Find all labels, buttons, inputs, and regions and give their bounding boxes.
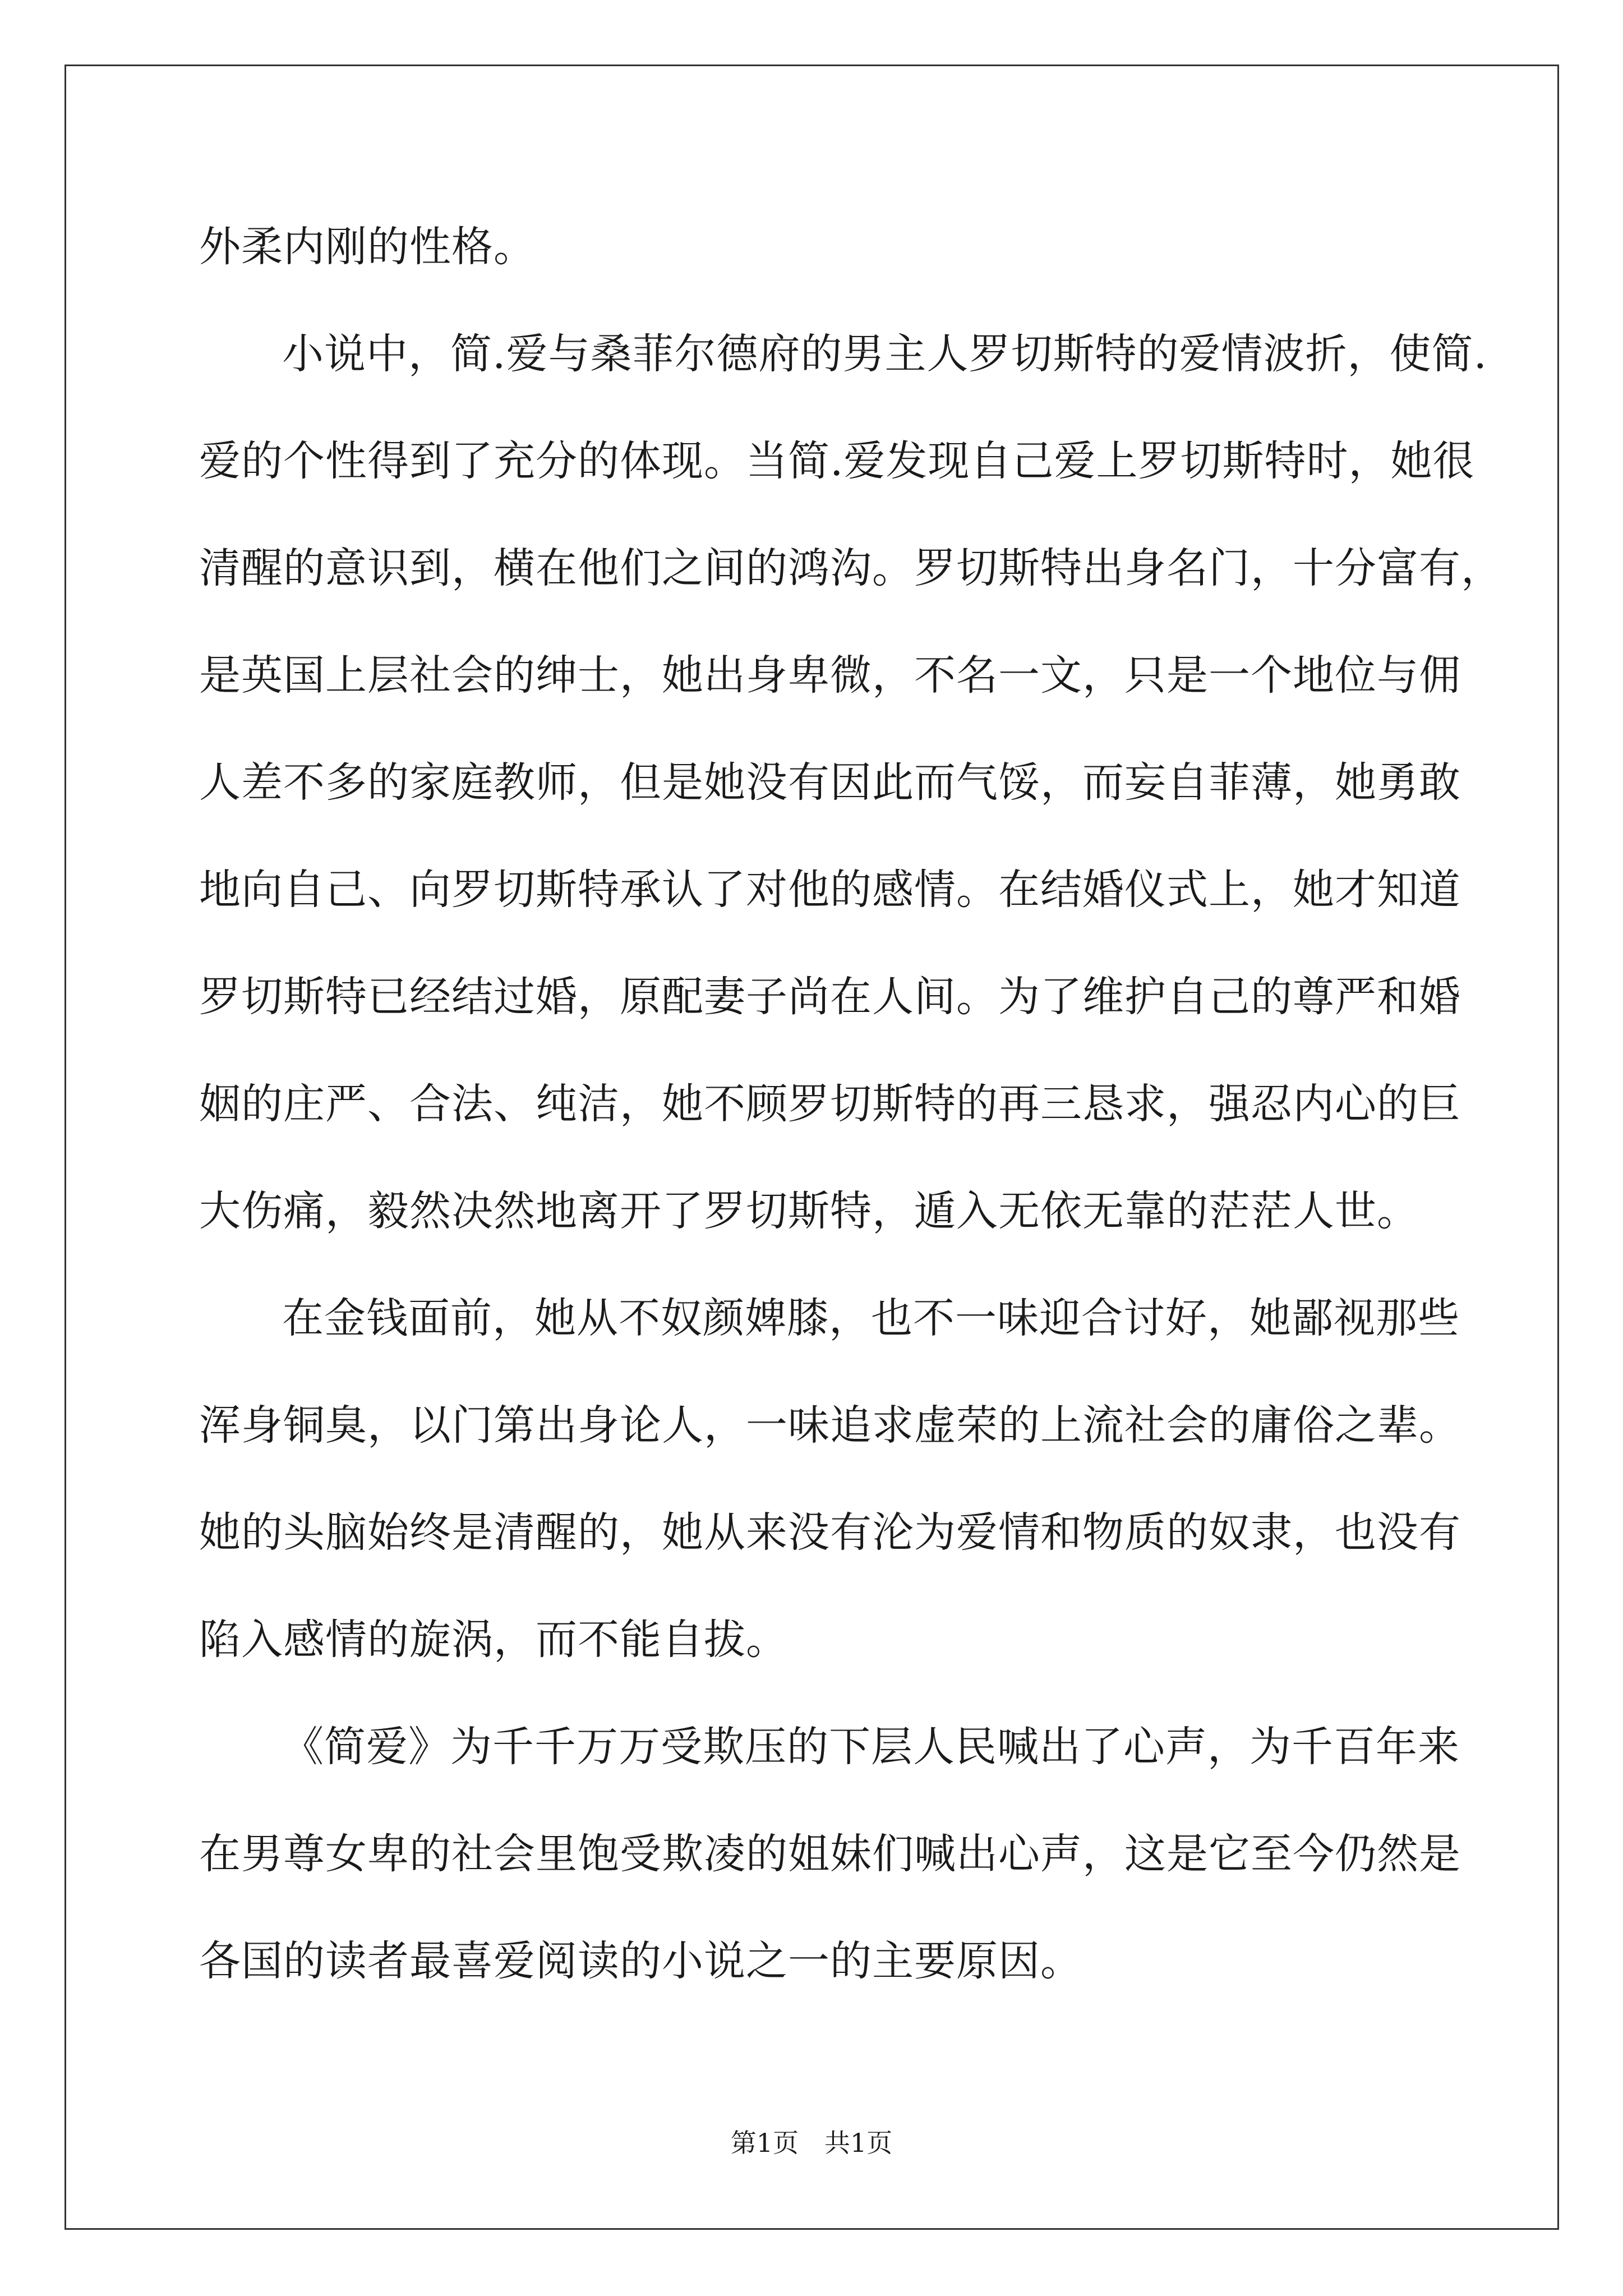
text-line: 在金钱面前，她从不奴颜婢膝，也不一味迎合讨好，她鄙视那些 [282, 1294, 1460, 1342]
text-line: 人差不多的家庭教师，但是她没有因此而气馁，而妄自菲薄，她勇敢 [199, 758, 1461, 807]
text-line: 各国的读者最喜爱阅读的小说之一的主要原因。 [199, 1937, 1082, 1985]
text-line: 是英国上层社会的绅士，她出身卑微，不名一文，只是一个地位与佣 [199, 651, 1461, 700]
text-line: 大伤痛，毅然决然地离开了罗切斯特，遁入无依无靠的茫茫人世。 [199, 1187, 1419, 1235]
text-line: 她的头脑始终是清醒的，她从来没有沦为爱情和物质的奴隶，也没有 [199, 1508, 1461, 1557]
document-body [199, 213, 1503, 2035]
text-line: 在男尊女卑的社会里饱受欺凌的姐妹们喊出心声，这是它至今仍然是 [199, 1830, 1461, 1878]
page-number-current: 第1页 [730, 2128, 799, 2158]
text-line: 陷入感情的旋涡，而不能自拔。 [199, 1616, 788, 1664]
page-number-total: 共1页 [824, 2128, 893, 2158]
text-line: 地向自己、向罗切斯特承认了对他的感情。在结婚仪式上，她才知道 [199, 866, 1461, 914]
text-line: 浑身铜臭，以门第出身论人，一味追求虚荣的上流社会的庸俗之辈。 [199, 1401, 1461, 1450]
text-line: 清醒的意识到，横在他们之间的鸿沟。罗切斯特出身名门，十分富有， [199, 544, 1503, 592]
text-line: 外柔内刚的性格。 [199, 223, 536, 271]
page-footer [0, 2126, 1623, 2160]
text-line: 罗切斯特已经结过婚，原配妻子尚在人间。为了维护自己的尊严和婚 [199, 973, 1461, 1021]
text-line: 姻的庄严、合法、纯洁，她不顾罗切斯特的再三恳求，强忍内心的巨 [199, 1080, 1461, 1128]
text-line: 小说中，简.爱与桑菲尔德府的男主人罗切斯特的爱情波折，使简. [282, 330, 1488, 378]
text-line: 《简爱》为千千万万受欺压的下层人民喊出了心声，为千百年来 [282, 1723, 1460, 1771]
text-line: 爱的个性得到了充分的体现。当简.爱发现自己爱上罗切斯特时，她很 [199, 437, 1475, 485]
